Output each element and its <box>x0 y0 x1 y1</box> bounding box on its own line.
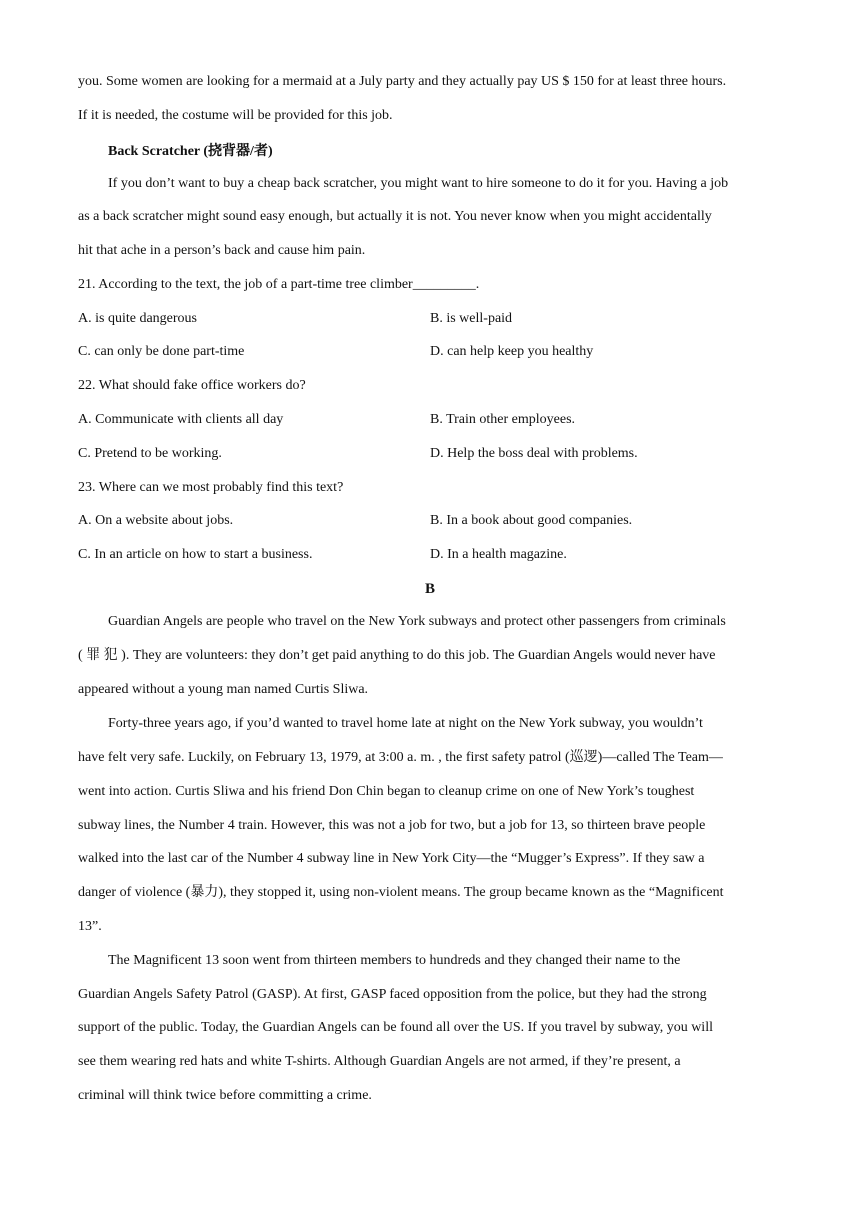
passage-b-p1-line-2: ( 罪 犯 ). They are volunteers: they don’t get paid anything to do this job. The Guardian Angels would never have <box>78 648 716 663</box>
passage-b-p2-line-3: went into action. Curtis Sliwa and his friend Don Chin began to cleanup crime on one of New York’s toughest <box>78 784 695 799</box>
question-21-option-b: B. is well-paid <box>430 311 513 326</box>
intro-line-2: If it is needed, the costume will be provided for this job. <box>78 108 393 123</box>
section-b-label: B <box>424 581 435 597</box>
passage-b-p3-line-4: see them wearing red hats and white T-shirts. Although Guardian Angels are not armed, if they’re present, a <box>78 1054 681 1069</box>
question-22-option-b: B. Train other employees. <box>430 412 576 427</box>
passage-b-p3-line-2: Guardian Angels Safety Patrol (GASP). At first, GASP faced opposition from the police, but they had the strong <box>78 987 707 1002</box>
passage-b-p3-line-3: support of the public. Today, the Guardian Angels can be found all over the US. If you travel by subway, you will <box>78 1020 713 1035</box>
question-23-option-a: A. On a website about jobs. <box>78 513 234 528</box>
question-22-option-c: C. Pretend to be working. <box>78 446 222 461</box>
question-21-option-a: A. is quite dangerous <box>78 311 197 326</box>
intro-line-1: you. Some women are looking for a mermaid at a July party and they actually pay US $ 150 for at least three hours. <box>78 74 727 89</box>
passage-b-p2-line-4: subway lines, the Number 4 train. However, this was not a job for two, but a job for 13, so thirteen brave people <box>78 818 706 833</box>
question-23-option-b: B. In a book about good companies. <box>430 513 633 528</box>
back-scratcher-line-3: hit that ache in a person’s back and cause him pain. <box>78 243 366 258</box>
question-22-option-a: A. Communicate with clients all day <box>78 412 284 427</box>
question-22-option-d: D. Help the boss deal with problems. <box>430 446 638 461</box>
passage-b-p2-line-5: walked into the last car of the Number 4 subway line in New York City—the “Mugger’s Express”. If they saw a <box>78 851 705 866</box>
back-scratcher-line-1: If you don’t want to buy a cheap back scratcher, you might want to hire someone to do it for you. Having a job <box>108 176 729 191</box>
passage-b-p2-line-1: Forty-three years ago, if you’d wanted to travel home late at night on the New York subway, you wouldn’t <box>108 716 703 731</box>
question-21-stem: 21. According to the text, the job of a part-time tree climber_________. <box>78 277 480 292</box>
passage-b-p2-line-7: 13”. <box>78 919 102 934</box>
question-21-option-c: C. can only be done part-time <box>78 344 245 359</box>
passage-b-p2-line-2: have felt very safe. Luckily, on February 13, 1979, at 3:00 a. m. , the first safety patrol (巡逻)—called The Team— <box>78 750 723 765</box>
passage-b-p3-line-1: The Magnificent 13 soon went from thirteen members to hundreds and they changed their name to the <box>108 953 681 968</box>
passage-b-p1-line-3: appeared without a young man named Curtis Sliwa. <box>78 682 369 697</box>
question-21-option-d: D. can help keep you healthy <box>430 344 594 359</box>
passage-b-p3-line-5: criminal will think twice before committing a crime. <box>78 1088 372 1103</box>
passage-b-p1-line-1: Guardian Angels are people who travel on the New York subways and protect other passengers from criminals <box>108 614 726 629</box>
passage-b-p2-line-6: danger of violence (暴力), they stopped it, using non-violent means. The group became known as the “Magnificent <box>78 885 724 900</box>
question-22-stem: 22. What should fake office workers do? <box>78 378 306 393</box>
question-23-stem: 23. Where can we most probably find this text? <box>78 480 344 495</box>
back-scratcher-line-2: as a back scratcher might sound easy enough, but actually it is not. You never know when you might accidentally <box>78 209 712 224</box>
question-23-option-d: D. In a health magazine. <box>430 547 567 562</box>
question-23-option-c: C. In an article on how to start a business. <box>78 547 313 562</box>
back-scratcher-heading: Back Scratcher (挠背器/者) <box>108 144 273 159</box>
